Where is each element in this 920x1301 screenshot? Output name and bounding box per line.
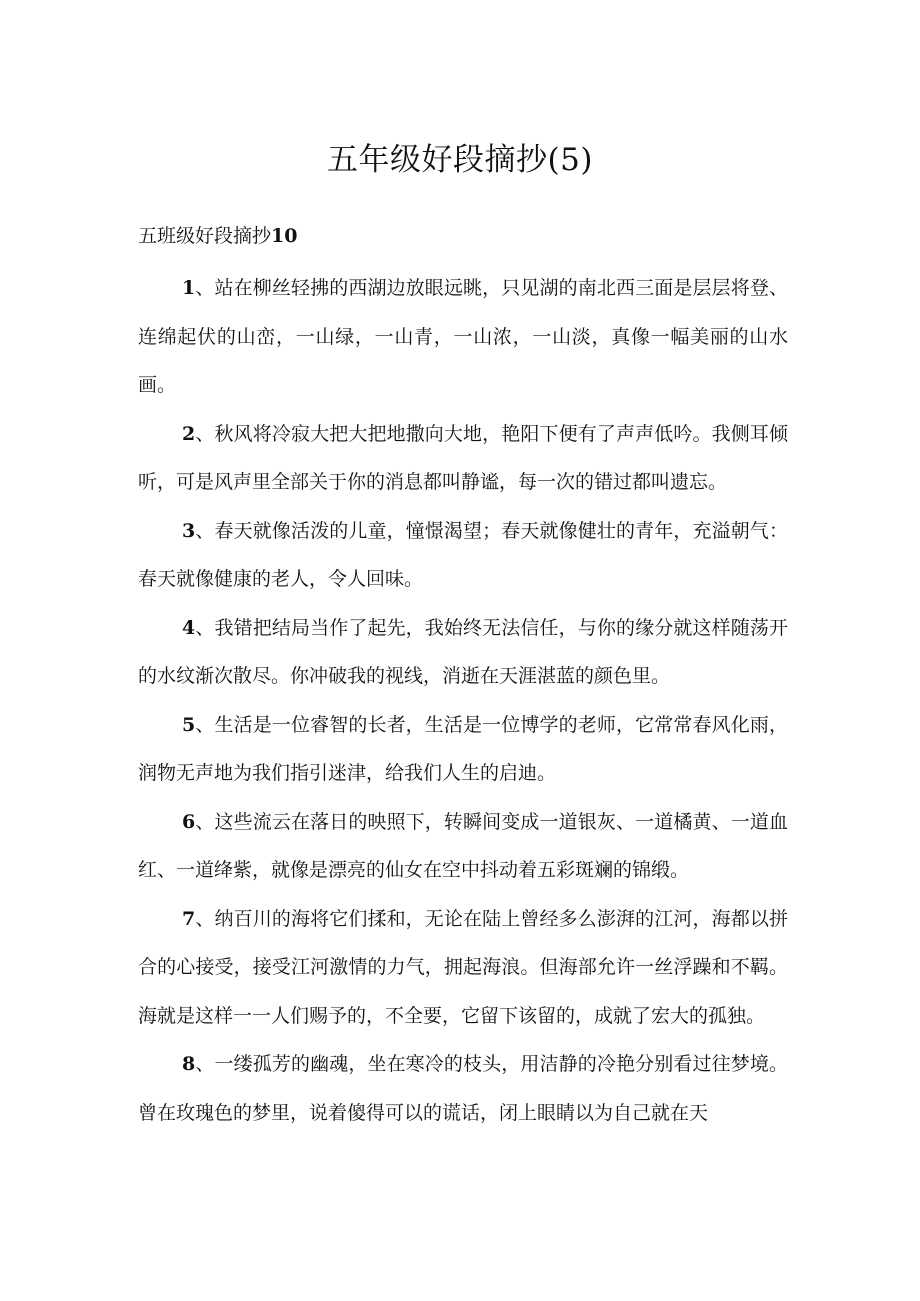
paragraph-4 <box>138 604 788 701</box>
paragraph-list <box>138 264 788 1137</box>
paragraph-text: 、一缕孤芳的幽魂，坐在寒冷的枝头，用洁静的冷艳分别看过往梦境。曾在玫瑰色的梦里，说着傻得可以的谎话，闭上眼睛以为自己就在天 <box>138 1053 788 1124</box>
paragraph-text: 、纳百川的海将它们揉和，无论在陆上曾经多么澎湃的江河，海都以拼合的心接受，接受江河激情的力气，拥起海浪。但海部允许一丝浮躁和不羁。海就是这样一一人们赐予的，不全要，它留下该留的，成就了宏大的孤独。 <box>138 907 788 1027</box>
document-subtitle <box>138 222 297 250</box>
subtitle-number: 10 <box>271 225 298 247</box>
paragraph-2 <box>138 410 788 507</box>
paragraph-number: 1 <box>182 277 196 299</box>
paragraph-text: 、站在柳丝轻拂的西湖边放眼远眺，只见湖的南北西三面是层层将登、连绵起伏的山峦，一山绿，一山青，一山浓，一山淡，真像一幅美丽的山水画。 <box>138 277 788 396</box>
paragraph-text: 、春天就像活泼的儿童，憧憬渴望；春天就像健壮的青年，充溢朝气：春天就像健康的老人，令人回味。 <box>138 519 788 590</box>
paragraph-5 <box>138 701 788 798</box>
paragraph-number: 7 <box>182 907 196 930</box>
paragraph-number: 5 <box>182 713 196 736</box>
paragraph-8 <box>138 1040 788 1137</box>
paragraph-number: 2 <box>182 422 196 445</box>
paragraph-number: 6 <box>182 810 196 833</box>
paragraph-text: 、这些流云在落日的映照下，转瞬间变成一道银灰、一道橘黄、一道血红、一道绛紫，就像是漂亮的仙女在空中抖动着五彩斑斓的锦缎。 <box>138 810 788 881</box>
paragraph-number: 3 <box>182 519 196 542</box>
paragraph-text: 、我错把结局当作了起先，我始终无法信任，与你的缘分就这样随荡开的水纹渐次散尽。你冲破我的视线，消逝在天涯湛蓝的颜色里。 <box>138 616 788 687</box>
paragraph-text: 、生活是一位睿智的长者，生活是一位博学的老师，它常常春风化雨，润物无声地为我们指引迷津，给我们人生的启迪。 <box>138 713 788 784</box>
paragraph-text: 、秋风将冷寂大把大把地撒向大地，艳阳下便有了声声低吟。我侧耳倾听，可是风声里全部关于你的消息都叫静谧，每一次的错过都叫遗忘。 <box>138 422 788 493</box>
subtitle-text: 五班级好段摘抄 <box>138 225 272 247</box>
paragraph-number: 8 <box>182 1053 196 1075</box>
paragraph-number: 4 <box>182 616 196 639</box>
paragraph-6 <box>138 798 788 895</box>
paragraph-1 <box>138 264 788 410</box>
paragraph-7 <box>138 895 788 1041</box>
document-title: 五年级好段摘抄(5) <box>327 142 593 178</box>
paragraph-3 <box>138 507 788 604</box>
